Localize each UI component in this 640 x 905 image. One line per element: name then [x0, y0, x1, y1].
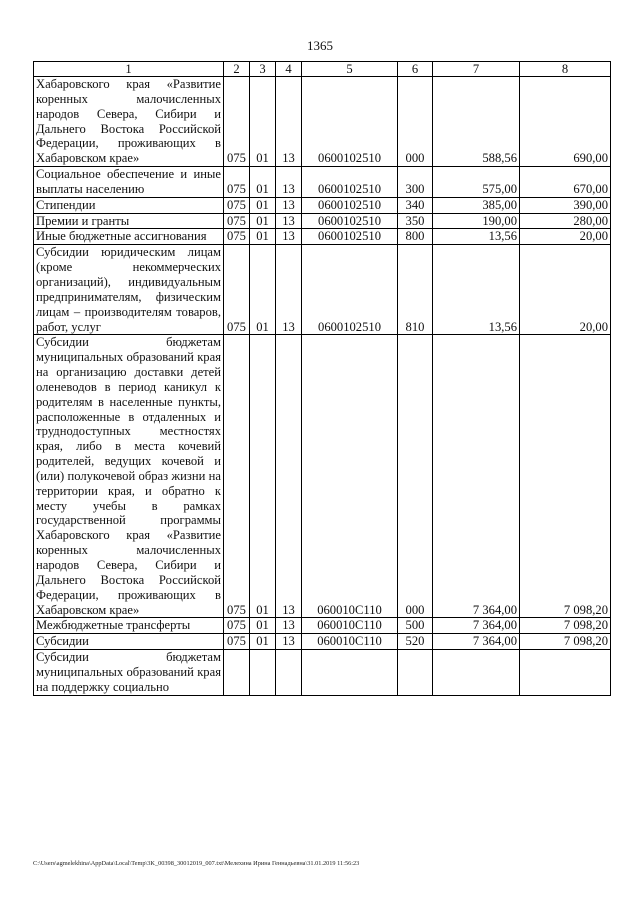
table-row [34, 213, 611, 229]
table-row [34, 634, 611, 650]
section-cell [250, 650, 276, 696]
subsection-cell: 13 [276, 229, 302, 245]
row-name-cell: Социальное обеспечение и иные выплаты населению [34, 167, 224, 198]
admin-code-cell: 075 [224, 229, 250, 245]
amount-year2-cell: 20,00 [520, 245, 611, 335]
column-number-row [34, 62, 611, 77]
target-article-cell: 060010С110 [302, 634, 398, 650]
subsection-cell: 13 [276, 618, 302, 634]
target-article-cell: 0600102510 [302, 229, 398, 245]
file-path-footer: C:\Users\agmelekhina\AppData\Local\Temp\3K_00398_30012019_007.txt\Мелехина Ирина Геннадьевна\31.01.2019 11:56:23 [33, 860, 360, 867]
row-name-cell: Премии и гранты [34, 213, 224, 229]
row-name-cell: Стипендии [34, 197, 224, 213]
subsection-cell: 13 [276, 77, 302, 167]
amount-year2-cell: 7 098,20 [520, 335, 611, 618]
amount-year1-cell: 7 364,00 [433, 618, 520, 634]
section-cell: 01 [250, 335, 276, 618]
column-header: 7 [433, 62, 520, 77]
amount-year1-cell: 13,56 [433, 229, 520, 245]
row-name-cell: Хабаровского края «Развитие коренных малочисленных народов Севера, Сибири и Дальнего Востока Российской Федерации, проживающих в Хабаровском крае» [34, 77, 224, 167]
expense-type-cell: 300 [398, 167, 433, 198]
amount-year1-cell: 190,00 [433, 213, 520, 229]
section-cell: 01 [250, 618, 276, 634]
table-row [34, 197, 611, 213]
table-row [34, 229, 611, 245]
column-header: 6 [398, 62, 433, 77]
target-article-cell: 060010С110 [302, 618, 398, 634]
expense-type-cell [398, 650, 433, 696]
column-header: 5 [302, 62, 398, 77]
amount-year2-cell: 280,00 [520, 213, 611, 229]
amount-year1-cell: 7 364,00 [433, 634, 520, 650]
row-name-cell: Субсидии [34, 634, 224, 650]
table-row [34, 77, 611, 167]
section-cell: 01 [250, 634, 276, 650]
expense-type-cell: 340 [398, 197, 433, 213]
column-header: 4 [276, 62, 302, 77]
subsection-cell: 13 [276, 634, 302, 650]
admin-code-cell: 075 [224, 245, 250, 335]
row-name-cell: Межбюджетные трансферты [34, 618, 224, 634]
page-number: 1365 [307, 38, 333, 53]
amount-year1-cell: 588,56 [433, 77, 520, 167]
expense-type-cell: 350 [398, 213, 433, 229]
amount-year2-cell: 390,00 [520, 197, 611, 213]
target-article-cell: 0600102510 [302, 167, 398, 198]
expense-type-cell: 520 [398, 634, 433, 650]
target-article-cell: 0600102510 [302, 197, 398, 213]
column-header: 2 [224, 62, 250, 77]
expense-type-cell: 800 [398, 229, 433, 245]
section-cell: 01 [250, 77, 276, 167]
target-article-cell: 0600102510 [302, 245, 398, 335]
table-row [34, 335, 611, 618]
admin-code-cell: 075 [224, 77, 250, 167]
amount-year2-cell: 7 098,20 [520, 634, 611, 650]
budget-table [33, 61, 611, 696]
row-name-cell: Субсидии юридическим лицам (кроме некоммерческих организаций), индивидуальным предпринимателям, физическим лицам – производителям товаров, работ, услуг [34, 245, 224, 335]
target-article-cell: 0600102510 [302, 213, 398, 229]
subsection-cell: 13 [276, 335, 302, 618]
amount-year1-cell: 13,56 [433, 245, 520, 335]
target-article-cell: 0600102510 [302, 77, 398, 167]
amount-year2-cell: 20,00 [520, 229, 611, 245]
table-row [34, 167, 611, 198]
table-row [34, 245, 611, 335]
section-cell: 01 [250, 213, 276, 229]
amount-year2-cell [520, 650, 611, 696]
admin-code-cell: 075 [224, 167, 250, 198]
admin-code-cell: 075 [224, 618, 250, 634]
row-name-cell: Субсидии бюджетам муниципальных образований края на организацию доставки детей оленеводов в период каникул к родителям в населенные пункты, расположенные в отдаленных и труднодоступных местностях края, либо в места кочевий родителей, ведущих кочевой и (или) полукочевой образ жизни на территории края, и обратно к месту учебы в рамках государственной программы Хабаровского края «Развитие коренных малочисленных народов Севера, Сибири и Дальнего Востока Российской Федерации, проживающих в Хабаровском крае» [34, 335, 224, 618]
expense-type-cell: 000 [398, 335, 433, 618]
column-header: 3 [250, 62, 276, 77]
amount-year2-cell: 7 098,20 [520, 618, 611, 634]
amount-year2-cell: 670,00 [520, 167, 611, 198]
row-name-cell: Субсидии бюджетам муниципальных образований края на поддержку социально [34, 650, 224, 696]
subsection-cell: 13 [276, 167, 302, 198]
expense-type-cell: 810 [398, 245, 433, 335]
target-article-cell: 060010С110 [302, 335, 398, 618]
section-cell: 01 [250, 229, 276, 245]
amount-year1-cell: 7 364,00 [433, 335, 520, 618]
subsection-cell: 13 [276, 213, 302, 229]
section-cell: 01 [250, 245, 276, 335]
admin-code-cell: 075 [224, 197, 250, 213]
amount-year2-cell: 690,00 [520, 77, 611, 167]
amount-year1-cell: 385,00 [433, 197, 520, 213]
table-row [34, 650, 611, 696]
admin-code-cell: 075 [224, 634, 250, 650]
table-row [34, 618, 611, 634]
section-cell: 01 [250, 167, 276, 198]
admin-code-cell: 075 [224, 213, 250, 229]
amount-year1-cell [433, 650, 520, 696]
subsection-cell: 13 [276, 245, 302, 335]
admin-code-cell: 075 [224, 335, 250, 618]
target-article-cell [302, 650, 398, 696]
column-header: 1 [34, 62, 224, 77]
expense-type-cell: 000 [398, 77, 433, 167]
subsection-cell [276, 650, 302, 696]
row-name-cell: Иные бюджетные ассигнования [34, 229, 224, 245]
amount-year1-cell: 575,00 [433, 167, 520, 198]
admin-code-cell [224, 650, 250, 696]
column-header: 8 [520, 62, 611, 77]
subsection-cell: 13 [276, 197, 302, 213]
expense-type-cell: 500 [398, 618, 433, 634]
section-cell: 01 [250, 197, 276, 213]
